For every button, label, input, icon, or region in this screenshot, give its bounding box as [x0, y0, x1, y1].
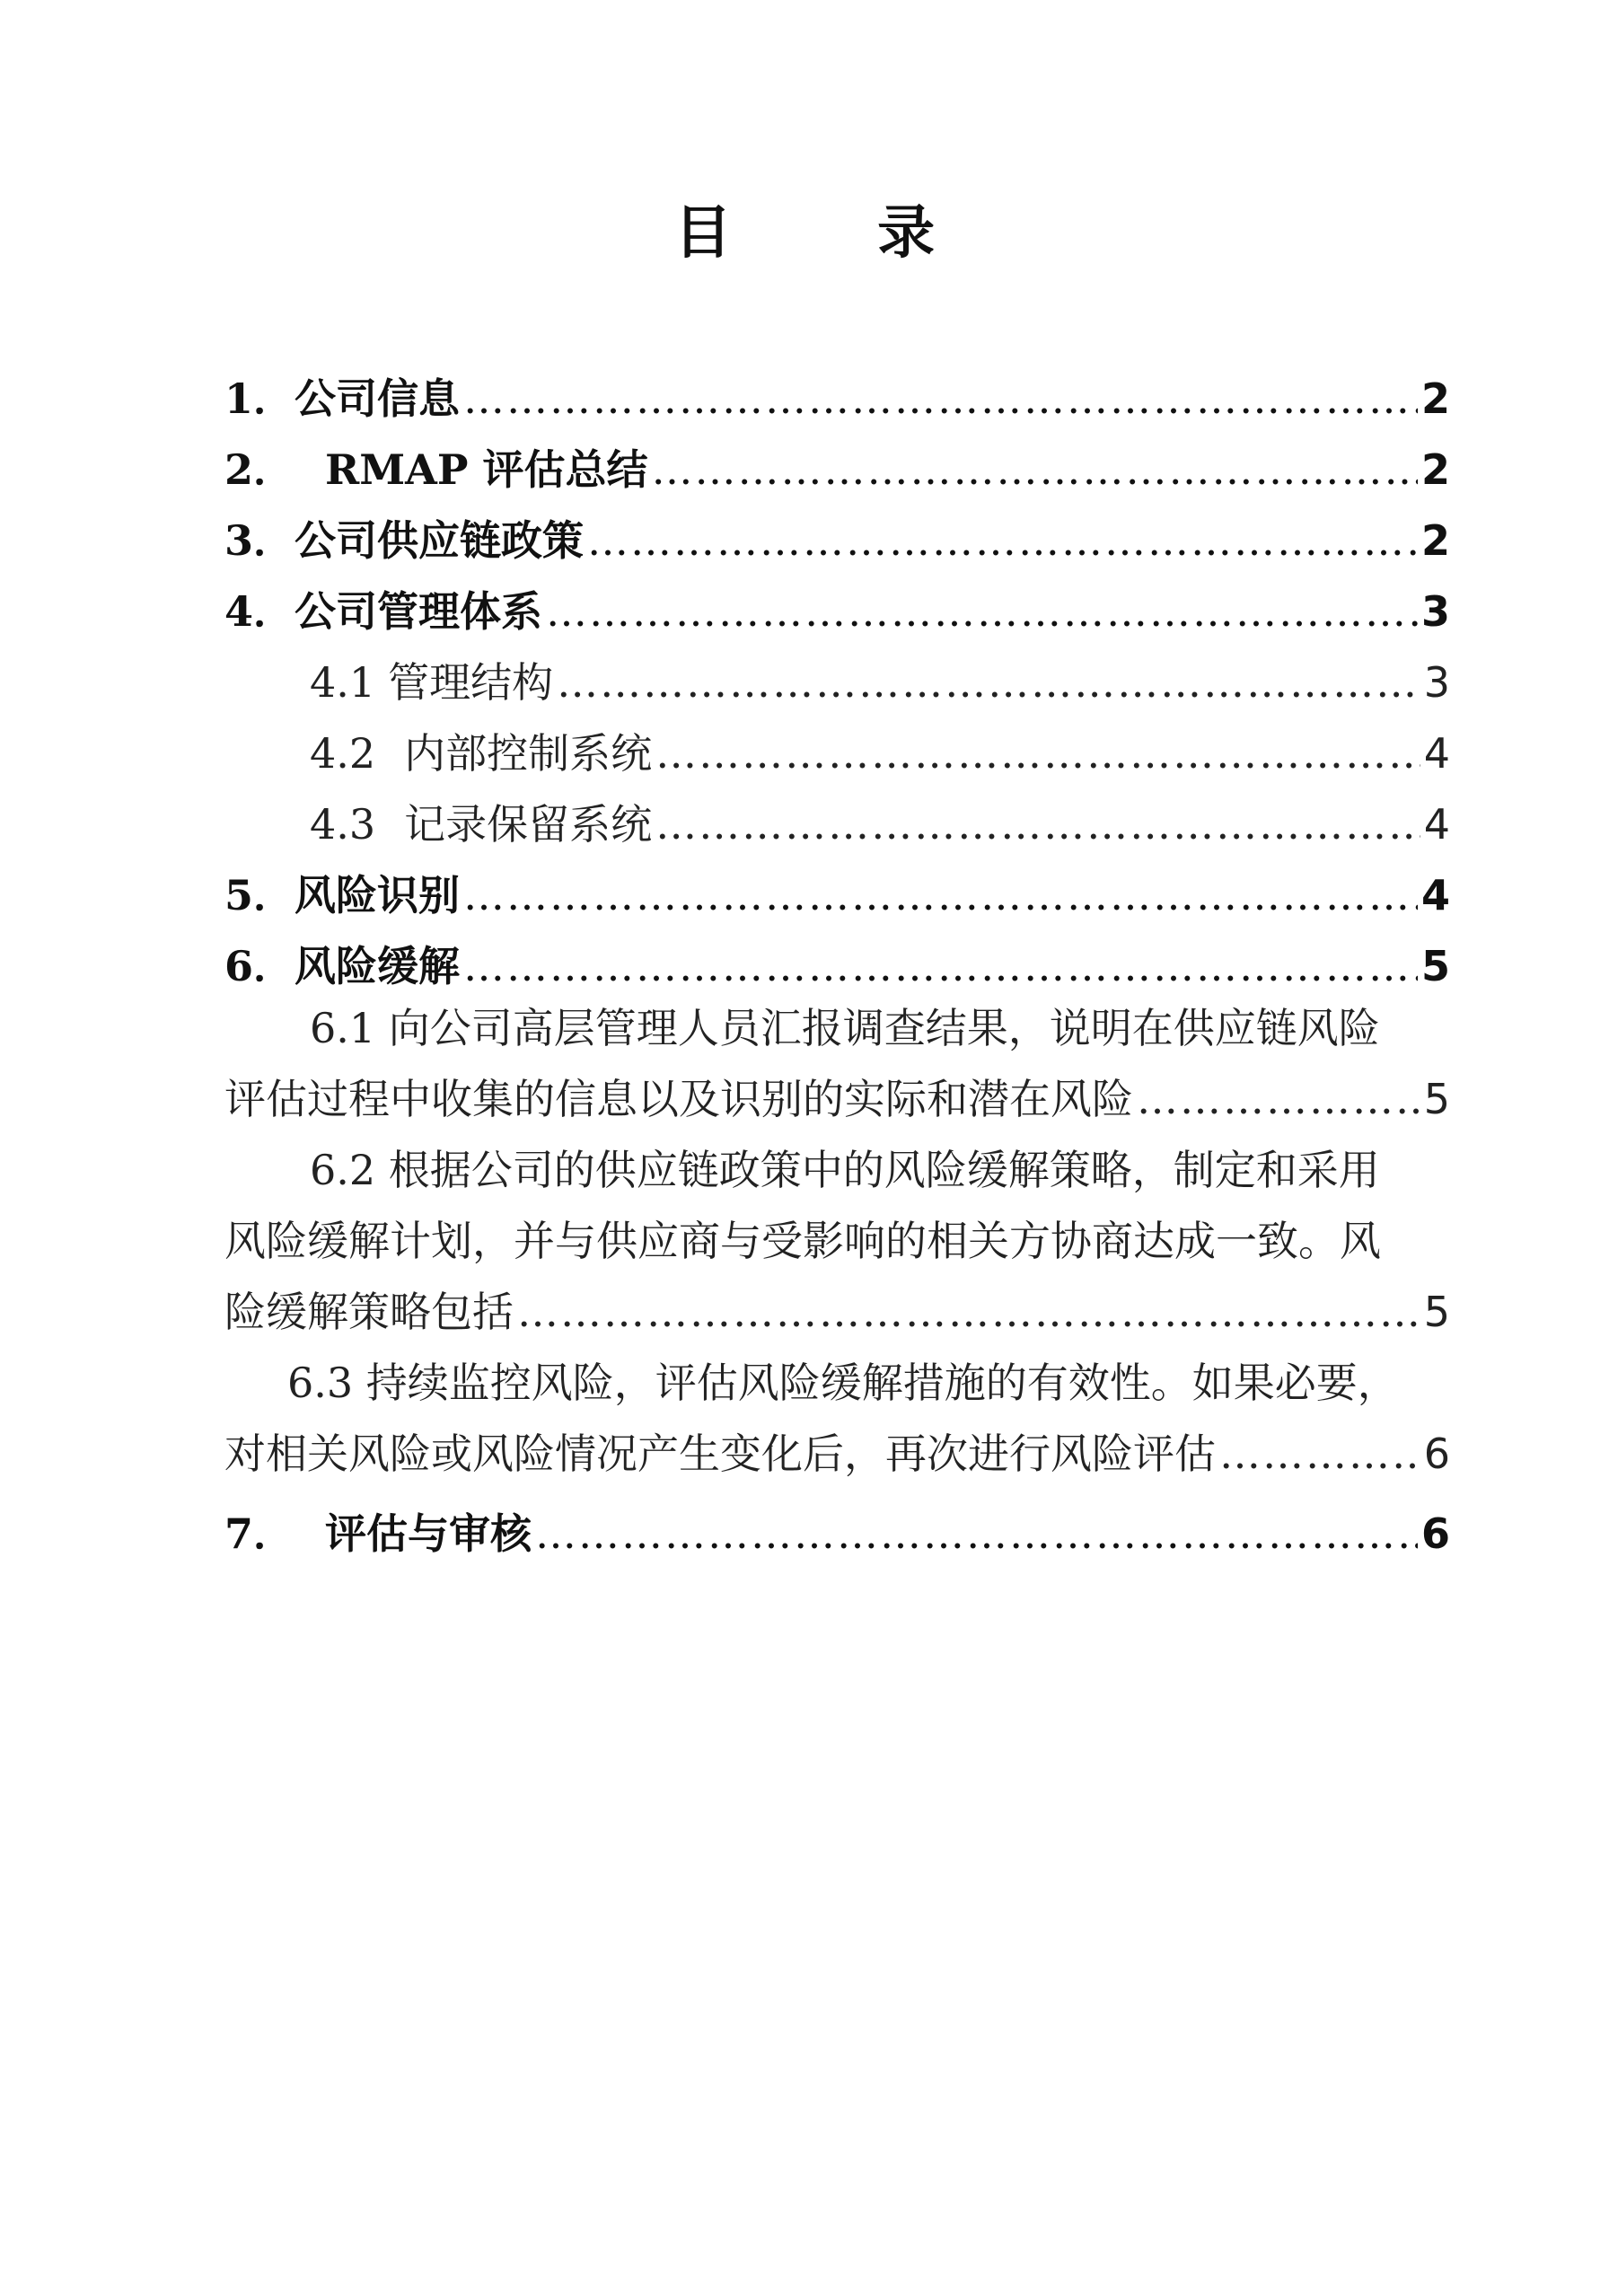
- toc-entry-4-2[interactable]: [224, 709, 1450, 780]
- dot-leader: [517, 1277, 1420, 1348]
- toc-entry-label: 公司管理体系: [295, 587, 543, 636]
- toc-entry-page: 2: [1420, 374, 1450, 423]
- toc-entry-page: 4: [1420, 871, 1450, 919]
- toc-entry-number: 7．: [224, 1509, 295, 1558]
- toc-entry-number: 3．: [224, 516, 295, 565]
- dot-leader: [651, 443, 1418, 497]
- toc-entry-label: 记录保留系统: [404, 800, 653, 849]
- page-title: 目 录: [673, 199, 998, 267]
- dot-leader: [655, 726, 1420, 780]
- toc-entry-7[interactable]: [224, 1490, 1450, 1561]
- toc-entry-page: 3: [1420, 587, 1450, 636]
- toc-entry-6-2[interactable]: [224, 1135, 1450, 1348]
- dot-leader: [655, 797, 1420, 851]
- toc-entry-label: 管理结构: [388, 658, 554, 707]
- toc-entry-number: 4.1: [310, 658, 376, 707]
- dot-leader: [463, 372, 1418, 426]
- dot-leader: [587, 514, 1418, 567]
- toc-entry-number: 6.3: [287, 1359, 354, 1407]
- toc-entry-last-line: [224, 1064, 1450, 1135]
- toc-entry-text: 险缓解策略包括: [224, 1288, 514, 1336]
- toc-entry-first-line: [224, 1348, 1450, 1419]
- toc-entry-6-1[interactable]: [224, 993, 1450, 1135]
- toc-entry-number: 2．: [224, 445, 295, 494]
- toc-entry-number: 4.3: [310, 800, 376, 849]
- dot-leader: [1137, 1064, 1420, 1135]
- toc-entry-text: 评估过程中收集的信息以及识别的实际和潜在风险: [224, 1075, 1133, 1123]
- toc-entry-4-3[interactable]: [224, 780, 1450, 851]
- dot-leader: [463, 868, 1418, 922]
- toc-entry-number: 6.1: [310, 1004, 376, 1052]
- toc-entry-first-line: [224, 1135, 1450, 1206]
- toc-entry-3[interactable]: [224, 497, 1450, 567]
- toc-entry-text: 根据公司的供应链政策中的风险缓解策略，制定和采用: [388, 1146, 1380, 1194]
- toc-entry-page: 3: [1423, 658, 1450, 707]
- toc-entry-page: 2: [1420, 445, 1450, 494]
- toc-entry-last-line: [224, 1277, 1450, 1348]
- toc-entry-page: 2: [1420, 516, 1450, 565]
- toc-entry-4[interactable]: [224, 567, 1450, 638]
- toc-entry-5[interactable]: [224, 851, 1450, 922]
- toc-entry-page: 6: [1420, 1509, 1450, 1558]
- toc-entry-text: 风险缓解计划，并与供应商与受影响的相关方协商达成一致。风: [224, 1217, 1381, 1265]
- toc-entry-label: 评估与审核: [325, 1509, 532, 1558]
- toc-entry-number: 6.2: [310, 1146, 376, 1194]
- toc-entry-page: 4: [1423, 800, 1450, 849]
- toc-entry-4-1[interactable]: [224, 638, 1450, 709]
- toc-entry-2[interactable]: [224, 426, 1450, 497]
- toc-entry-text: 向公司高层管理人员汇报调查结果，说明在供应链风险: [388, 1004, 1380, 1052]
- dot-leader: [557, 655, 1420, 709]
- toc-entry-label: 公司供应链政策: [295, 516, 585, 565]
- dot-leader: [535, 1507, 1418, 1561]
- toc-entry-number: 1．: [224, 374, 295, 423]
- toc-entry-label: 风险识别: [295, 871, 461, 919]
- toc-entry-label: 公司信息: [295, 374, 461, 423]
- toc-entry-number: 4.2: [310, 729, 376, 778]
- dot-leader: [463, 939, 1418, 993]
- toc-entry-label: 风险缓解: [295, 942, 461, 990]
- toc-entry-last-line: [224, 1419, 1450, 1490]
- toc-entry-first-line: [224, 993, 1450, 1064]
- toc-entry-text: 持续监控风险，评估风险缓解措施的有效性。如果必要，: [365, 1359, 1399, 1407]
- toc-entry-number: 5．: [224, 871, 295, 919]
- toc-entry-6-3[interactable]: [224, 1348, 1450, 1490]
- toc-entry-page: 5: [1423, 1075, 1450, 1123]
- toc-entry-label: RMAP 评估总结: [325, 445, 648, 494]
- toc-entry-page: 6: [1423, 1430, 1450, 1478]
- dot-leader: [1219, 1419, 1420, 1490]
- dot-leader: [546, 585, 1418, 638]
- toc-entry-1[interactable]: [224, 355, 1450, 426]
- toc-entry-number: 6．: [224, 942, 295, 990]
- toc-entry-text: 对相关风险或风险情况产生变化后，再次进行风险评估: [224, 1430, 1216, 1478]
- toc-entry-number: 4．: [224, 587, 295, 636]
- table-of-contents: [224, 355, 1450, 1561]
- toc-entry-6[interactable]: [224, 922, 1450, 993]
- toc-entry-page: 5: [1420, 942, 1450, 990]
- toc-entry-label: 内部控制系统: [404, 729, 653, 778]
- toc-entry-page: 4: [1423, 729, 1450, 778]
- toc-entry-page: 5: [1423, 1288, 1450, 1336]
